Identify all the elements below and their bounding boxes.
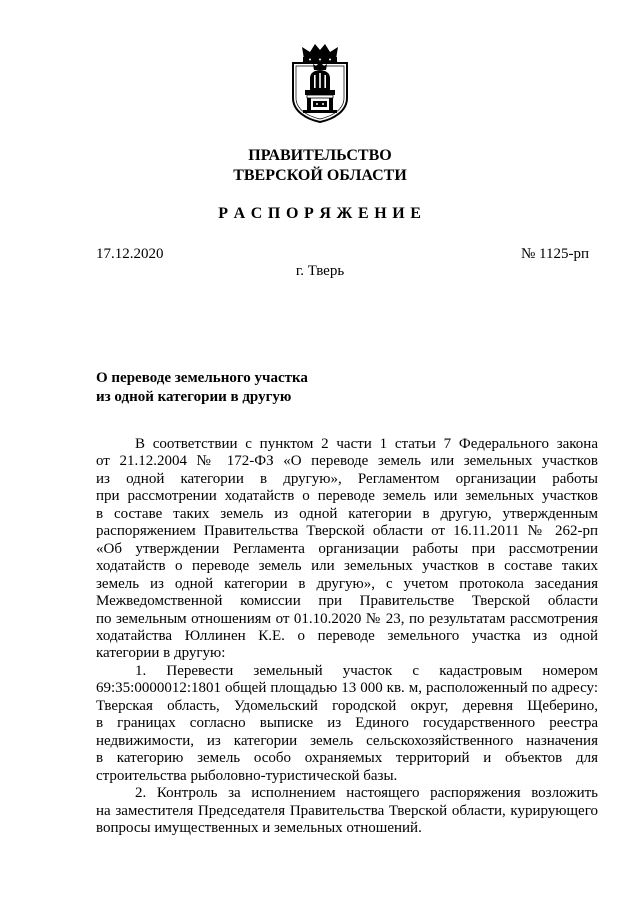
- body-line: в границах согласно выписке из Единого государственного реестра: [96, 715, 598, 732]
- body-line: при рассмотрении ходатайств о переводе земель или земельных участков: [96, 488, 598, 505]
- body-line: от 21.12.2004 № 172-ФЗ «О переводе земель или земельных участков: [96, 453, 598, 470]
- body-line: Межведомственной комиссии при Правительстве Тверской области: [96, 593, 598, 610]
- crown-shape: [302, 44, 338, 62]
- body-line: вопросы имущественных и земельных отношений.: [96, 819, 422, 836]
- paragraph-3: [96, 785, 598, 837]
- organization-name-line2: ТВЕРСКОЙ ОБЛАСТИ: [233, 167, 407, 184]
- body-line: ходатайства Юллинен К.Е. о переводе земельного участка из одной: [96, 627, 598, 644]
- body-line: распоряжением Правительства Тверской области от 16.11.2011 № 262-рп: [96, 523, 598, 540]
- body-line: ходатайств о переводе земель или земельных участков в составе таких: [96, 558, 598, 575]
- body-line: недвижимости, из категории земель сельскохозяйственного назначения: [96, 732, 598, 749]
- body-line: из одной категории в другую», Регламентом организации работы: [96, 470, 598, 487]
- document-type-title: Р А С П О Р Я Ж Е Н И Е: [218, 205, 422, 222]
- body-line: 2. Контроль за исполнением настоящего распоряжения возложить: [135, 785, 598, 802]
- organization-name-line1: ПРАВИТЕЛЬСТВО: [248, 147, 392, 164]
- body-line: в категорию земель особо охраняемых территорий и объектов для: [96, 750, 598, 767]
- body-line: В соответствии с пунктом 2 части 1 статьи 7 Федерального закона: [135, 436, 598, 452]
- body-line: в составе таких земель из одной категории в другую, утвержденным: [96, 505, 598, 522]
- body-line: 69:35:0000012:1801 общей площадью 13 000 кв. м, расположенный по адресу:: [96, 680, 598, 697]
- document-date: 17.12.2020: [96, 246, 164, 262]
- paragraph-1: [96, 436, 598, 663]
- body-line: по земельным отношениям от 01.10.2020 № 23, по результатам рассмотрения: [96, 610, 598, 627]
- body-line: «Об утверждении Регламента организации работы при рассмотрении: [96, 540, 598, 557]
- subject-line1: О переводе земельного участка: [96, 370, 308, 386]
- body-line: строительства рыболовно-туристической базы.: [96, 767, 398, 784]
- body-line: Тверская область, Удомельский городской округ, деревня Щеберино,: [96, 697, 598, 714]
- body-line: 1. Перевести земельный участок с кадастровым номером: [135, 662, 598, 679]
- document-number: № 1125-рп: [520, 246, 589, 262]
- body-text: [96, 436, 598, 837]
- body-line: на заместителя Председателя Правительства Тверской области, курирующего: [96, 802, 598, 819]
- subject-line2: из одной категории в другую: [96, 389, 292, 405]
- tver-oblast-coat-of-arms-icon: [290, 43, 350, 123]
- body-line: категории в другую:: [96, 645, 226, 662]
- document-subject: [96, 369, 308, 407]
- paragraph-2: [96, 663, 598, 785]
- body-line: земель из одной категории в другую», с учетом протокола заседания: [96, 575, 598, 592]
- document-place: г. Тверь: [295, 263, 345, 279]
